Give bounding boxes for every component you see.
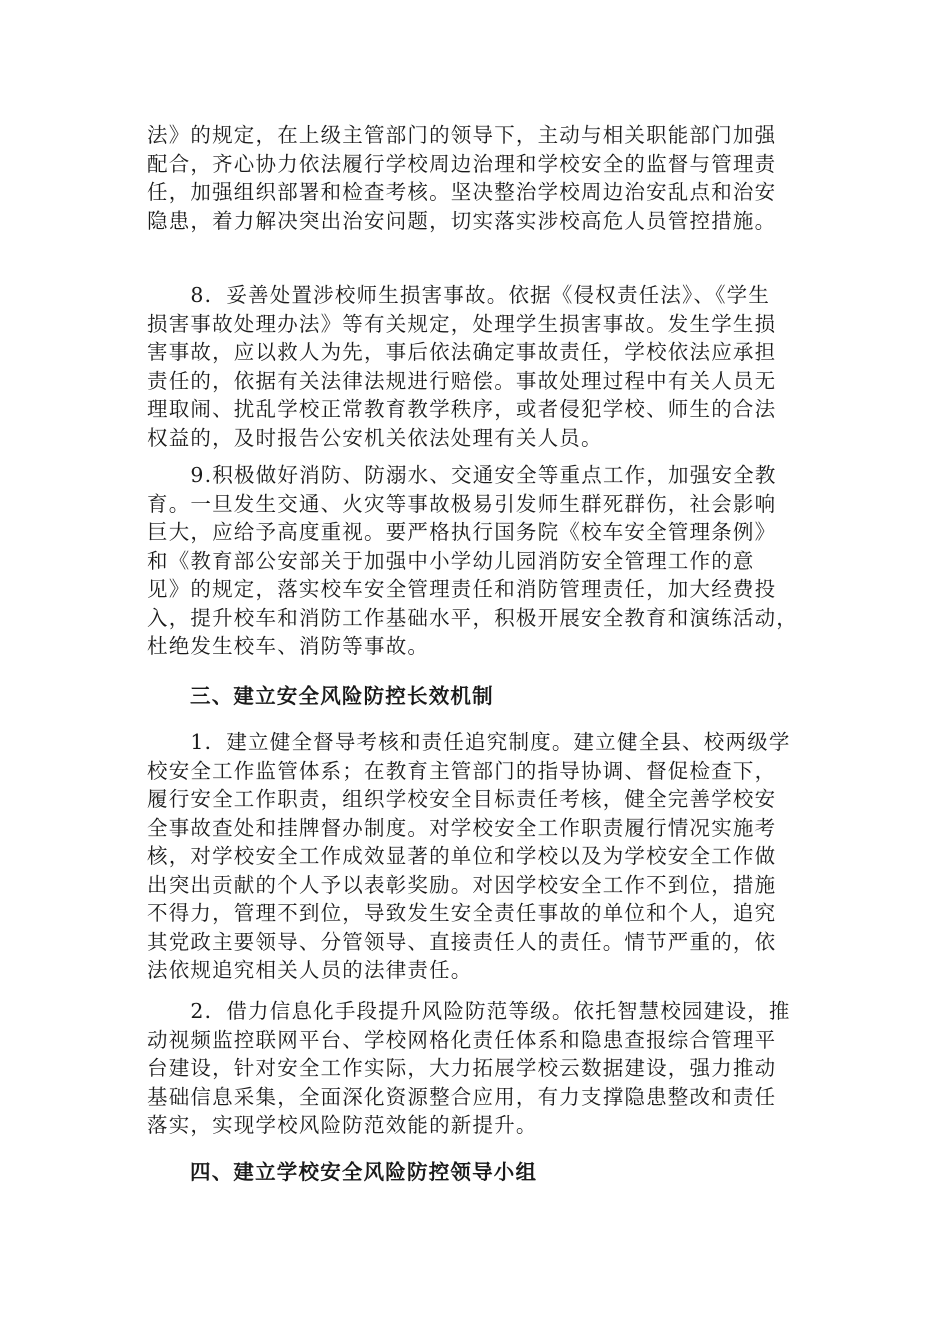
text-line: 9.积极做好消防、防溺水、交通安全等重点工作，加强安全教 bbox=[147, 463, 777, 487]
section-heading-4: 四、建立学校安全风险防控领导小组 bbox=[190, 1160, 538, 1184]
text-line: 核，对学校安全工作成效显著的单位和学校以及为学校安全工作做 bbox=[147, 844, 777, 868]
text-line: 理取闹、扰乱学校正常教育教学秩序，或者侵犯学校、师生的合法 bbox=[147, 397, 777, 421]
text-line: 入，提升校车和消防工作基础水平，积极开展安全教育和演练活动， bbox=[147, 605, 798, 630]
paragraph-section3-item-1 bbox=[147, 728, 829, 985]
text-line: 杜绝发生校车、消防等事故。 bbox=[147, 634, 430, 658]
paragraph-item-8 bbox=[147, 281, 829, 452]
paragraph-section3-item-2 bbox=[147, 997, 829, 1140]
text-line: 和《教育部公安部关于加强中小学幼儿园消防安全管理工作的意 bbox=[147, 548, 755, 573]
text-line: 动视频监控联网平台、学校网格化责任体系和隐患查报综合管理平 bbox=[147, 1027, 777, 1052]
text-line: 育。一旦发生交通、火灾等事故极易引发师生群死群伤，社会影响 bbox=[147, 491, 777, 516]
text-line: 1．建立健全督导考核和责任追究制度。建立健全县、校两级学 bbox=[147, 730, 791, 754]
paragraph-item-9 bbox=[147, 461, 829, 661]
text-line: 配合，齐心协力依法履行学校周边治理和学校安全的监督与管理责 bbox=[147, 151, 777, 176]
text-line: 权益的，及时报告公安机关依法处理有关人员。 bbox=[147, 425, 603, 450]
paragraph-continuation bbox=[147, 121, 829, 235]
text-line: 落实，实现学校风险防范效能的新提升。 bbox=[147, 1113, 538, 1137]
text-line: 基础信息采集，全面深化资源整合应用，有力支撑隐患整改和责任 bbox=[147, 1084, 777, 1109]
text-line: 校安全工作监管体系；在教育主管部门的指导协调、督促检查下， bbox=[147, 758, 777, 783]
text-line: 隐患，着力解决突出治安问题，切实落实涉校高危人员管控措施。 bbox=[147, 208, 777, 233]
text-line: 任，加强组织部署和检查考核。坚决整治学校周边治安乱点和治安 bbox=[147, 180, 777, 204]
text-line: 害事故，应以救人为先，事后依法确定事故责任，学校依法应承担 bbox=[147, 340, 777, 364]
text-line: 见》的规定，落实校车安全管理责任和消防管理责任，加大经费投 bbox=[147, 577, 777, 601]
text-line: 其党政主要领导、分管领导、直接责任人的责任。情节严重的，依 bbox=[147, 929, 777, 954]
text-line: 法依规追究相关人员的法律责任。 bbox=[147, 958, 473, 982]
text-line: 责任的，依据有关法律法规进行赔偿。事故处理过程中有关人员无 bbox=[147, 368, 777, 393]
text-line: 台建设，针对安全工作实际，大力拓展学校云数据建设，强力推动 bbox=[147, 1056, 777, 1080]
text-line: 履行安全工作职责，组织学校安全目标责任考核，健全完善学校安 bbox=[147, 787, 777, 811]
text-line: 2．借力信息化手段提升风险防范等级。依托智慧校园建设，推 bbox=[147, 999, 791, 1023]
text-line: 8．妥善处置涉校师生损害事故。依据《侵权责任法》、《学生 bbox=[147, 283, 771, 307]
text-line: 全事故查处和挂牌督办制度。对学校安全工作职责履行情况实施考 bbox=[147, 815, 777, 840]
section-heading-3: 三、建立安全风险防控长效机制 bbox=[190, 684, 494, 708]
text-line: 不得力，管理不到位，导致发生安全责任事故的单位和个人，追究 bbox=[147, 901, 777, 925]
text-line: 法》的规定，在上级主管部门的领导下，主动与相关职能部门加强 bbox=[147, 123, 777, 147]
text-line: 损害事故处理办法》等有关规定，处理学生损害事故。发生学生损 bbox=[147, 311, 777, 336]
text-line: 出突出贡献的个人予以表彰奖励。对因学校安全工作不到位，措施 bbox=[147, 872, 777, 897]
text-line: 巨大，应给予高度重视。要严格执行国务院《校车安全管理条例》 bbox=[147, 520, 777, 544]
